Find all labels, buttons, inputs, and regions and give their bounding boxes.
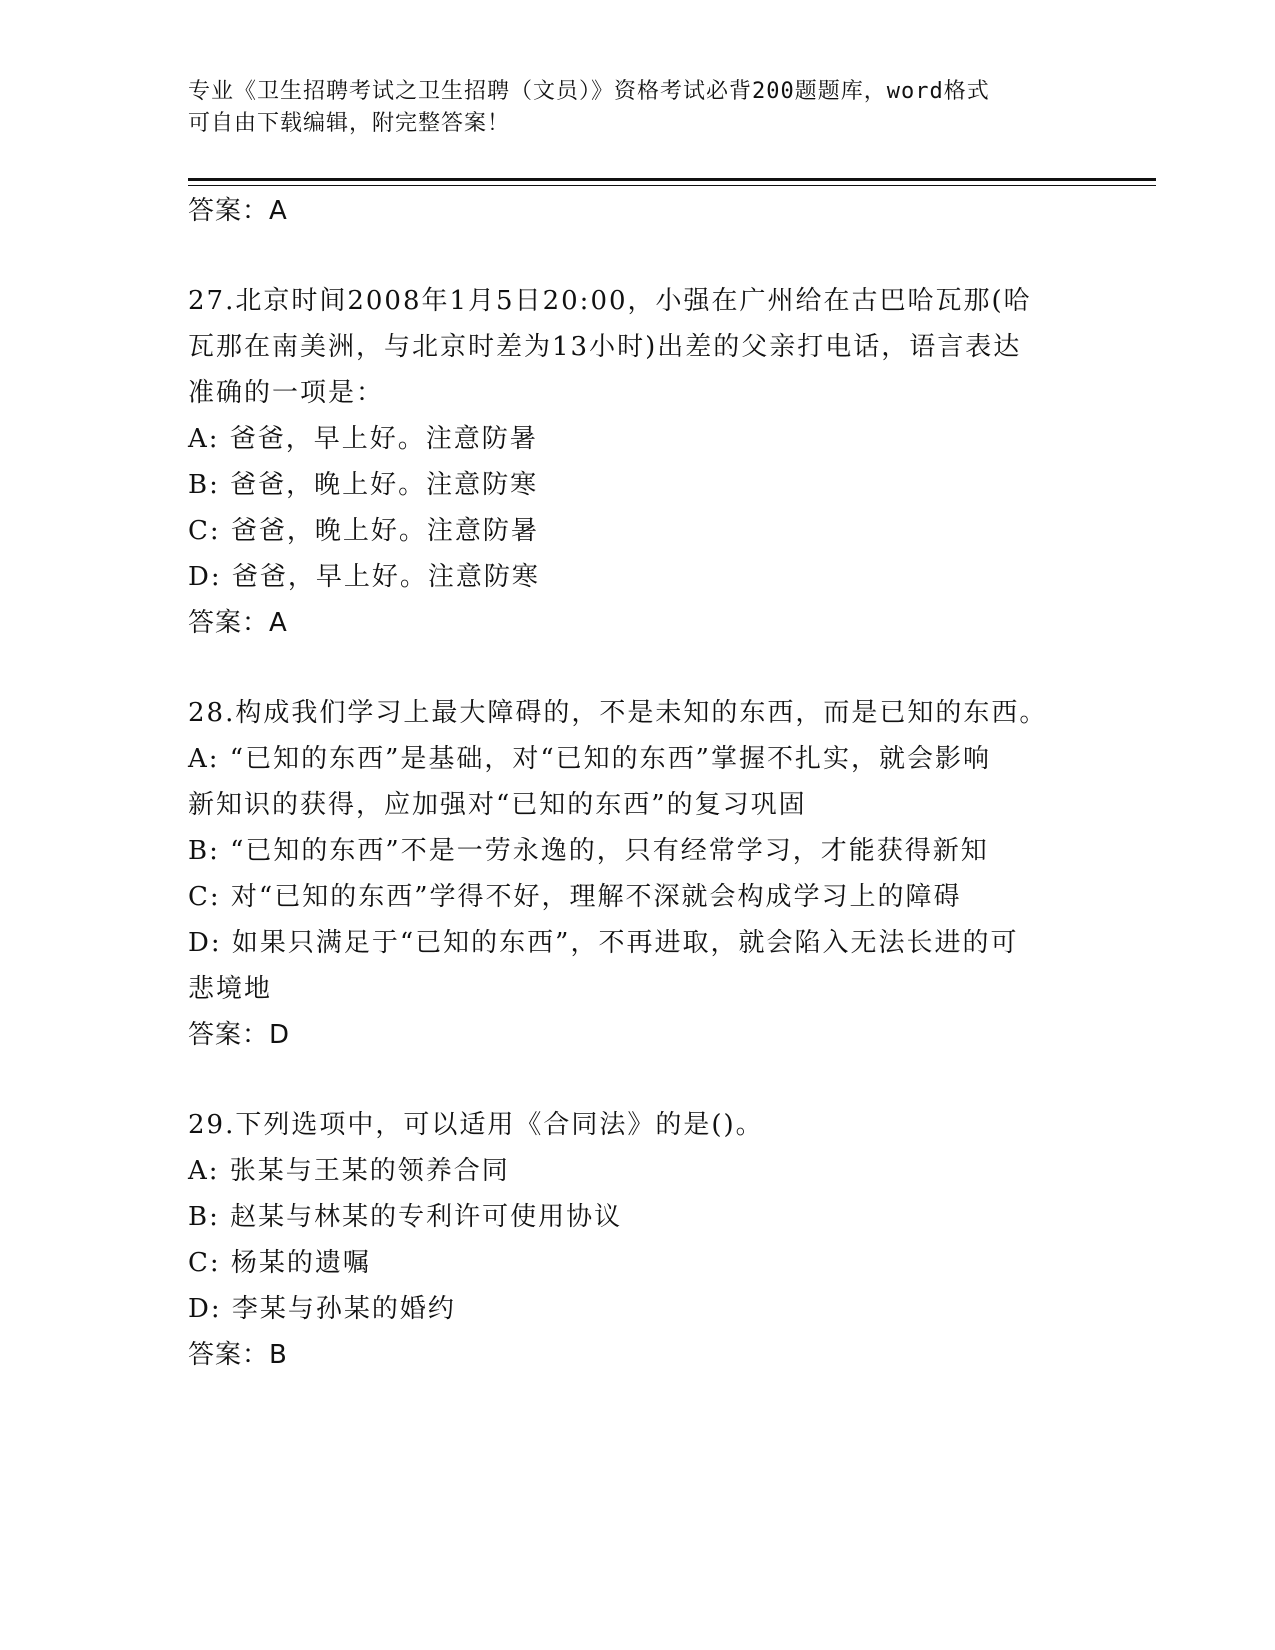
question-28-option-d-cont: 悲境地 (188, 974, 273, 1004)
header-divider-thick (188, 178, 1156, 181)
question-29-option-a: A: 张某与王某的领养合同 (188, 1156, 510, 1186)
header-divider-thin (188, 185, 1156, 186)
question-28-answer: 答案：D (188, 1020, 291, 1050)
question-28-option-d: D: 如果只满足于“已知的东西”，不再进取，就会陷入无法长进的可 (188, 928, 1019, 958)
spacer (188, 234, 1088, 278)
question-28 (188, 690, 1088, 1058)
question-29-answer: 答案：B (188, 1340, 288, 1370)
question-28-option-c: C: 对“已知的东西”学得不好，理解不深就会构成学习上的障碍 (188, 882, 962, 912)
spacer (188, 646, 1088, 690)
question-29-text-1: 29.下列选项中，可以适用《合同法》的是()。 (188, 1110, 764, 1140)
header-line-1: 专业《卫生招聘考试之卫生招聘（文员）》资格考试必背200题题库，word格式 (188, 79, 990, 104)
question-27-text-2: 瓦那在南美洲，与北京时差为13小时)出差的父亲打电话，语言表达 (188, 332, 1022, 362)
question-28-option-a: A: “已知的东西”是基础，对“已知的东西”掌握不扎实，就会影响 (188, 744, 991, 774)
question-27-option-c: C: 爸爸，晚上好。注意防暑 (188, 516, 539, 546)
spacer (188, 1058, 1088, 1102)
question-27 (188, 278, 1088, 646)
question-27-option-d: D: 爸爸，早上好。注意防寒 (188, 562, 540, 592)
question-28-option-b: B: “已知的东西”不是一劳永逸的，只有经常学习，才能获得新知 (188, 836, 989, 866)
question-27-option-a: A: 爸爸，早上好。注意防暑 (188, 424, 538, 454)
question-28-option-a-cont: 新知识的获得，应加强对“已知的东西”的复习巩固 (188, 790, 807, 820)
question-27-answer: 答案：A (188, 608, 288, 638)
question-27-option-b: B: 爸爸，晚上好。注意防寒 (188, 470, 539, 500)
question-29 (188, 1102, 1088, 1378)
question-29-option-c: C: 杨某的遗嘱 (188, 1248, 371, 1278)
question-27-text-3: 准确的一项是： (188, 378, 385, 408)
previous-answer: 答案：A (188, 196, 288, 226)
question-28-text-1: 28.构成我们学习上最大障碍的，不是未知的东西，而是已知的东西。 (188, 698, 1048, 728)
document-body (188, 188, 1088, 1378)
header-line-2: 可自由下载编辑，附完整答案！ (188, 111, 511, 136)
document-header (188, 76, 1068, 140)
question-29-option-b: B: 赵某与林某的专利许可使用协议 (188, 1202, 623, 1232)
question-29-option-d: D: 李某与孙某的婚约 (188, 1294, 456, 1324)
question-27-text-1: 27.北京时间2008年1月5日20:00，小强在广州给在古巴哈瓦那(哈 (188, 286, 1032, 316)
